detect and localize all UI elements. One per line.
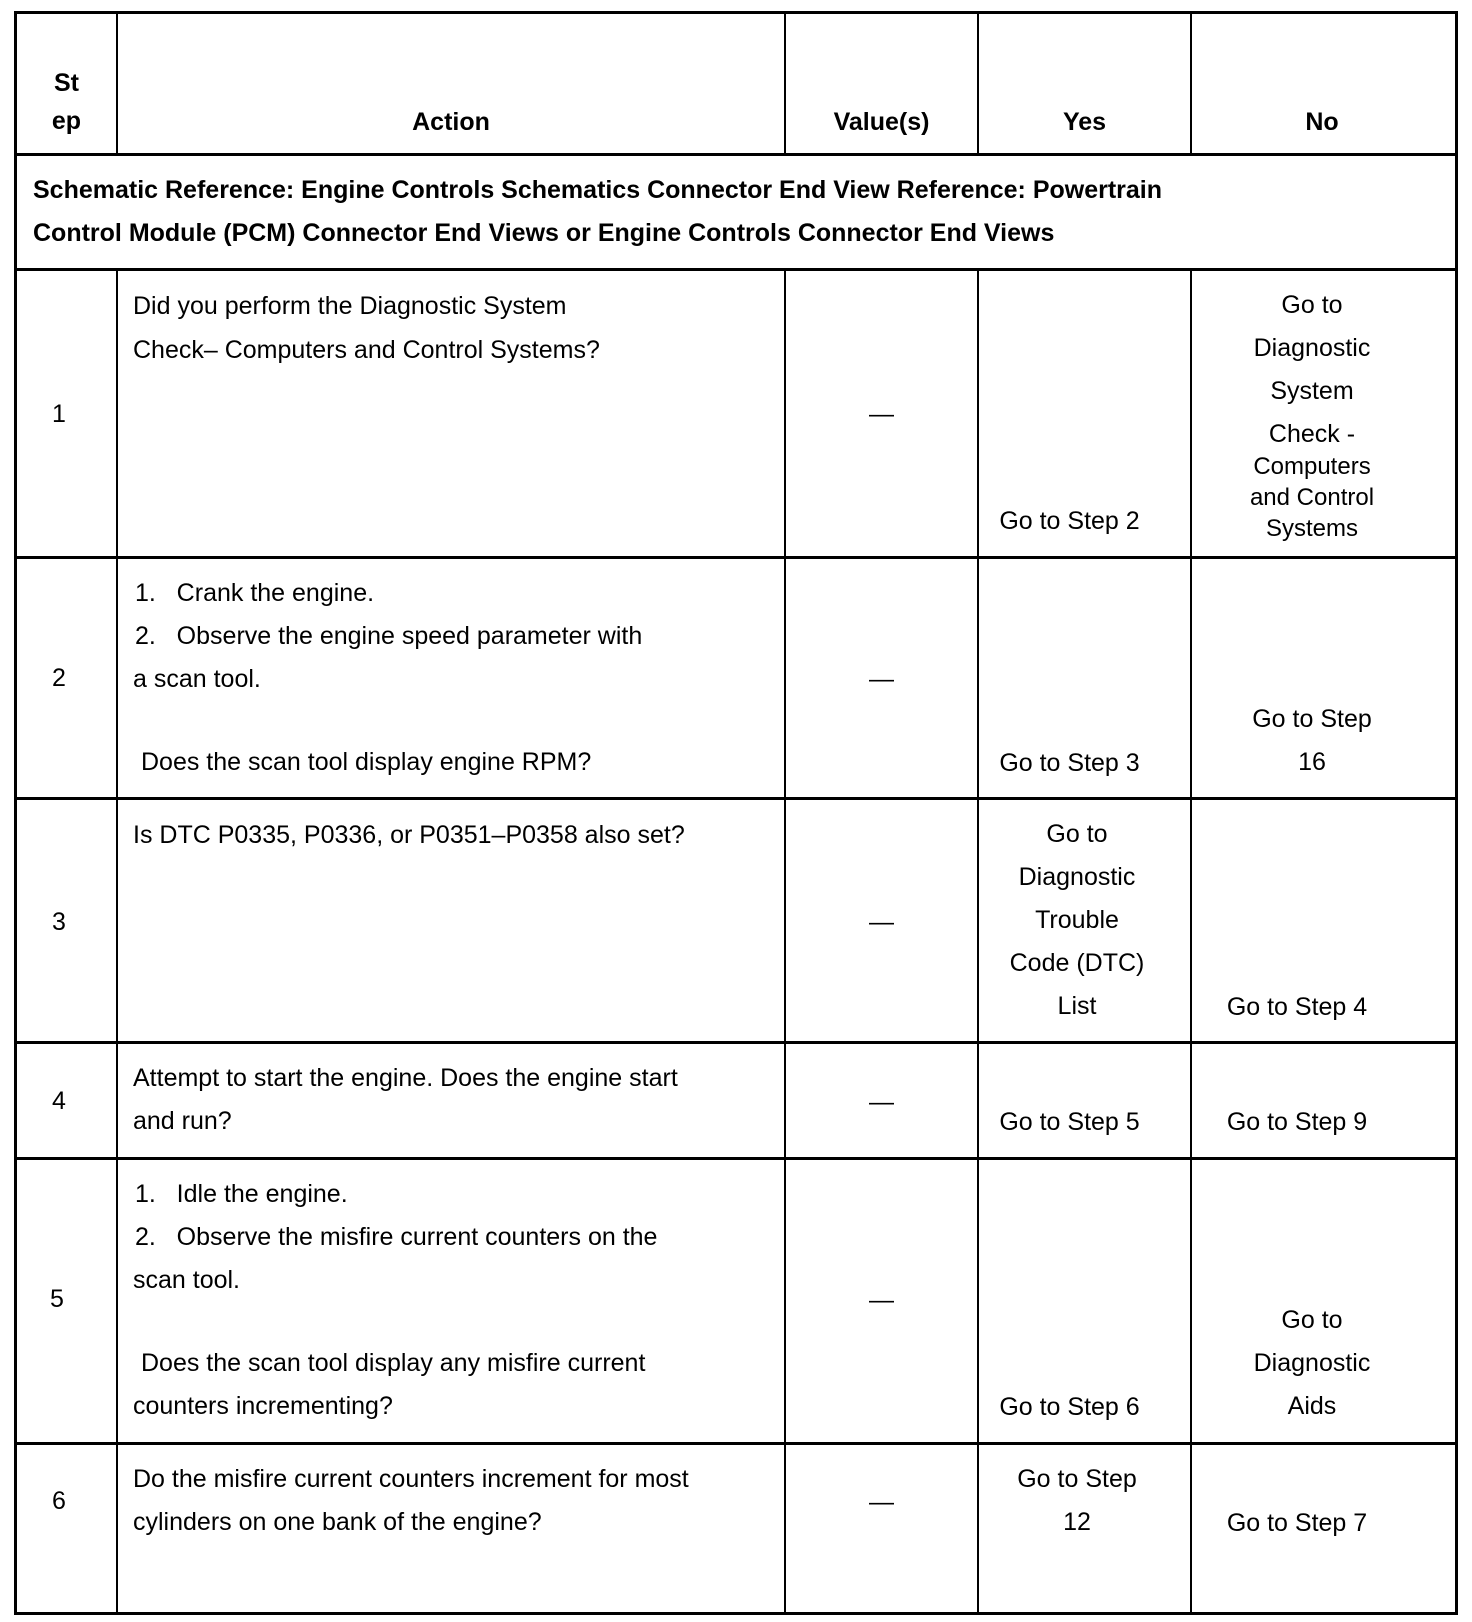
header-action: Action	[412, 108, 490, 136]
action-step-item: 2. Observe the engine speed parameter with	[135, 622, 643, 650]
no-line: Go to Step	[1252, 705, 1372, 733]
action-text	[133, 572, 773, 784]
action-step-item: 1. Idle the engine.	[135, 1180, 348, 1208]
no-line: Aids	[1287, 1392, 1337, 1420]
no-line: Go to	[1281, 1306, 1343, 1334]
yes-line: Go to	[1046, 820, 1108, 848]
header-values: Value(s)	[833, 108, 930, 136]
no-link[interactable]: Go to Step 4	[1226, 993, 1368, 1021]
yes-link[interactable]	[979, 813, 1175, 1028]
no-line: Systems	[1265, 515, 1358, 542]
value-text: —	[869, 1088, 894, 1116]
yes-line: Code (DTC)	[1009, 949, 1145, 977]
action-text	[133, 284, 773, 372]
no-line: Diagnostic	[1253, 334, 1371, 362]
yes-line: Trouble	[1035, 906, 1119, 934]
action-line: Do the misfire current counters increment for most	[133, 1465, 689, 1493]
step-number: 5	[50, 1285, 64, 1313]
step-number: 6	[52, 1487, 66, 1515]
value-text: —	[869, 400, 894, 428]
no-line: 16	[1298, 748, 1326, 776]
action-line: scan tool.	[133, 1266, 241, 1294]
no-line: and Control	[1249, 484, 1375, 511]
no-line: Go to	[1281, 291, 1343, 319]
header-step-line1: St	[54, 69, 79, 97]
yes-link[interactable]: Go to Step 6	[999, 1393, 1140, 1421]
no-line: Computers	[1253, 453, 1371, 480]
header-step-line2: ep	[51, 107, 82, 135]
action-line: and run?	[133, 1107, 232, 1135]
row-divider	[17, 556, 1455, 559]
diagnostic-table	[14, 11, 1458, 1615]
header-no: No	[1305, 108, 1339, 136]
header-yes: Yes	[1062, 108, 1107, 136]
action-question: Does the scan tool display any misfire current	[141, 1349, 646, 1377]
no-link[interactable]	[1192, 698, 1432, 784]
action-line: a scan tool.	[133, 665, 261, 693]
yes-line: List	[1057, 992, 1097, 1020]
no-line: System	[1270, 377, 1354, 405]
reference-line1: Schematic Reference: Engine Controls Schematics Connector End View Reference: Powertrain	[33, 176, 1163, 204]
value-text: —	[869, 1286, 894, 1314]
action-text	[133, 1057, 773, 1143]
action-line: Did you perform the Diagnostic System	[133, 292, 567, 320]
value-text: —	[869, 1488, 894, 1516]
yes-line: Go to Step	[1017, 1465, 1137, 1493]
column-divider	[116, 269, 118, 1615]
action-step-item: 2. Observe the misfire current counters on the	[135, 1223, 658, 1251]
no-line: Check -	[1268, 420, 1356, 448]
yes-line: 12	[1063, 1508, 1091, 1536]
step-number: 2	[52, 664, 66, 692]
row-divider	[17, 797, 1455, 800]
value-text: —	[869, 665, 894, 693]
yes-link[interactable]: Go to Step 2	[999, 507, 1140, 535]
action-question: Does the scan tool display engine RPM?	[141, 748, 592, 776]
no-link[interactable]	[1192, 1299, 1432, 1428]
no-link[interactable]: Go to Step 9	[1226, 1108, 1368, 1136]
action-line: cylinders on one bank of the engine?	[133, 1508, 542, 1536]
action-question: counters incrementing?	[133, 1392, 393, 1420]
no-line: Diagnostic	[1253, 1349, 1371, 1377]
step-number: 1	[52, 400, 66, 428]
row-divider	[17, 1157, 1455, 1160]
yes-link[interactable]: Go to Step 3	[999, 749, 1140, 777]
step-number: 4	[52, 1087, 66, 1115]
no-link[interactable]: Go to Step 7	[1226, 1509, 1368, 1537]
row-divider	[17, 1442, 1455, 1445]
yes-line: Diagnostic	[1018, 863, 1136, 891]
action-line: Check– Computers and Control Systems?	[133, 336, 600, 364]
row-divider	[17, 153, 1455, 156]
action-line: Attempt to start the engine. Does the engine start	[133, 1064, 678, 1092]
action-text	[133, 1173, 773, 1428]
row-divider	[17, 1041, 1455, 1044]
action-text: Is DTC P0335, P0336, or P0351–P0358 also set?	[133, 821, 685, 849]
action-step-item: 1. Crank the engine.	[135, 579, 375, 607]
yes-link[interactable]	[979, 1458, 1175, 1544]
header-step	[17, 64, 116, 140]
value-text: —	[869, 908, 894, 936]
action-text	[133, 1458, 773, 1544]
reference-line2: Control Module (PCM) Connector End Views or Engine Controls Connector End Views	[33, 219, 1055, 247]
yes-link[interactable]: Go to Step 5	[999, 1108, 1140, 1136]
row-divider	[17, 268, 1455, 271]
no-link[interactable]	[1192, 284, 1432, 544]
no-small-text	[1192, 451, 1432, 544]
schematic-reference	[33, 169, 1433, 255]
step-number: 3	[52, 908, 66, 936]
